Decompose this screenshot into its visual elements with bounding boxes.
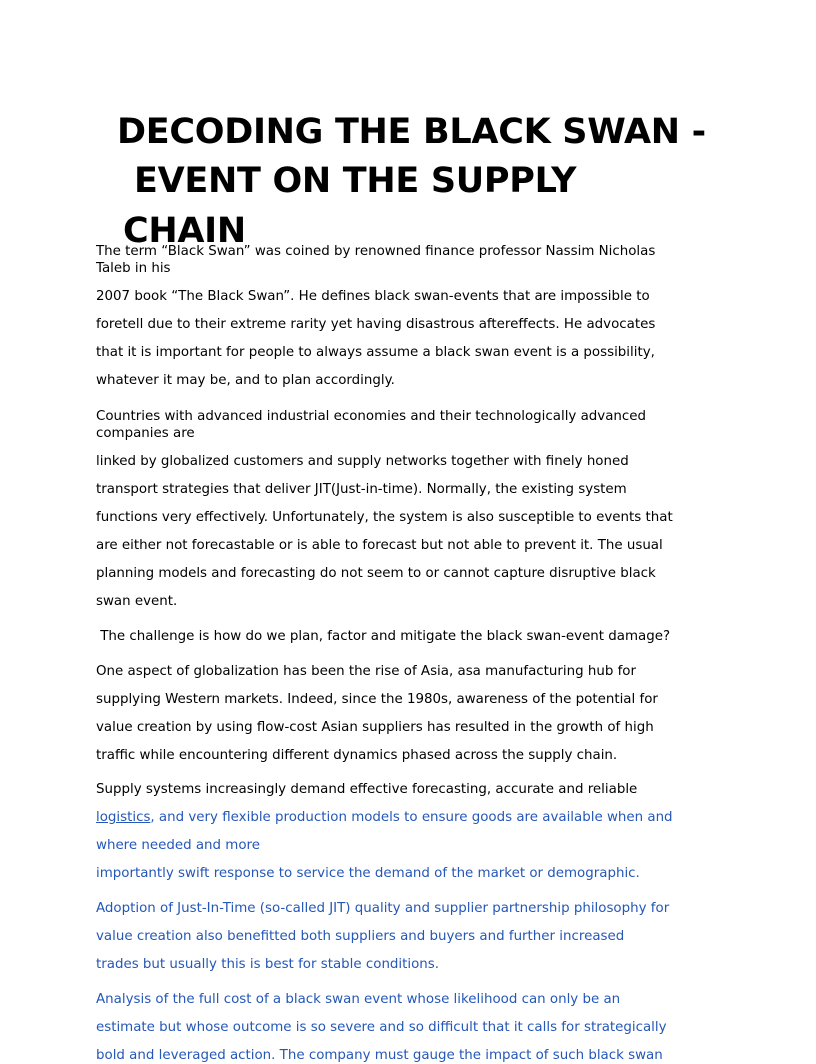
paragraph-6-line: Adoption of Just-In-Time (so-called JIT) quality and supplier partnership philosophy for xyxy=(96,901,670,916)
paragraph-2-line: planning models and forecasting do not seem to or cannot capture disruptive black xyxy=(96,566,656,581)
paragraph-4-line: value creation by using flow-cost Asian suppliers has resulted in the growth of high xyxy=(96,720,654,735)
paragraph-7-line: Analysis of the full cost of a black swan event whose likelihood can only be an xyxy=(96,992,621,1007)
paragraph-6-line: trades but usually this is best for stable conditions. xyxy=(96,957,440,972)
paragraph-2-line: functions very effectively. Unfortunately, the system is also susceptible to events that xyxy=(96,510,673,525)
paragraph-4-line: supplying Western markets. Indeed, since the 1980s, awareness of the potential for xyxy=(96,692,658,707)
document-title-line-2: EVENT ON THE SUPPLY xyxy=(134,161,577,201)
paragraph-2-line: swan event. xyxy=(96,594,178,609)
paragraph-5-line: importantly swift response to service the demand of the market or demographic. xyxy=(96,866,640,881)
paragraph-3-line: The challenge is how do we plan, factor and mitigate the black swan-event damage? xyxy=(96,629,671,644)
paragraph-2-line: are either not forecastable or is able to forecast but not able to prevent it. The usual xyxy=(96,538,663,553)
paragraph-7-line: bold and leveraged action. The company must gauge the impact of such black swan xyxy=(96,1048,663,1063)
paragraph-2-line: Countries with advanced industrial economies and their technologically advanced xyxy=(96,409,647,424)
paragraph-1-line: whatever it may be, and to plan accordingly. xyxy=(96,373,395,388)
paragraph-1-line: foretell due to their extreme rarity yet having disastrous aftereffects. He advocates xyxy=(96,317,656,332)
paragraph-5-line xyxy=(96,810,673,826)
document-title-line-3: CHAIN xyxy=(123,211,246,251)
paragraph-5-line: where needed and more xyxy=(96,838,260,853)
paragraph-4-line: One aspect of globalization has been the rise of Asia, asa manufacturing hub for xyxy=(96,664,636,679)
paragraph-5-text: , and very flexible production models to ensure goods are available when and xyxy=(150,810,673,825)
paragraph-2-line: companies are xyxy=(96,426,195,441)
paragraph-6-line: value creation also benefitted both suppliers and buyers and further increased xyxy=(96,929,625,944)
paragraph-2-line: linked by globalized customers and supply networks together with finely honed xyxy=(96,454,629,469)
paragraph-5-line: Supply systems increasingly demand effective forecasting, accurate and reliable xyxy=(96,782,638,797)
document-title-line-1: DECODING THE BLACK SWAN - xyxy=(117,112,706,152)
paragraph-1-line: 2007 book “The Black Swan”. He defines black swan-events that are impossible to xyxy=(96,289,650,304)
paragraph-2-line: transport strategies that deliver JIT(Just-in-time). Normally, the existing system xyxy=(96,482,627,497)
paragraph-1-line: Taleb in his xyxy=(96,261,171,276)
paragraph-4-line: traffic while encountering different dynamics phased across the supply chain. xyxy=(96,748,618,763)
paragraph-1-line: that it is important for people to always assume a black swan event is a possibility, xyxy=(96,345,655,360)
logistics-link[interactable]: logistics xyxy=(96,810,151,825)
paragraph-7-line: estimate but whose outcome is so severe and so difficult that it calls for strategically xyxy=(96,1020,667,1035)
paragraph-1-line: The term “Black Swan” was coined by renowned finance professor Nassim Nicholas xyxy=(96,244,656,259)
